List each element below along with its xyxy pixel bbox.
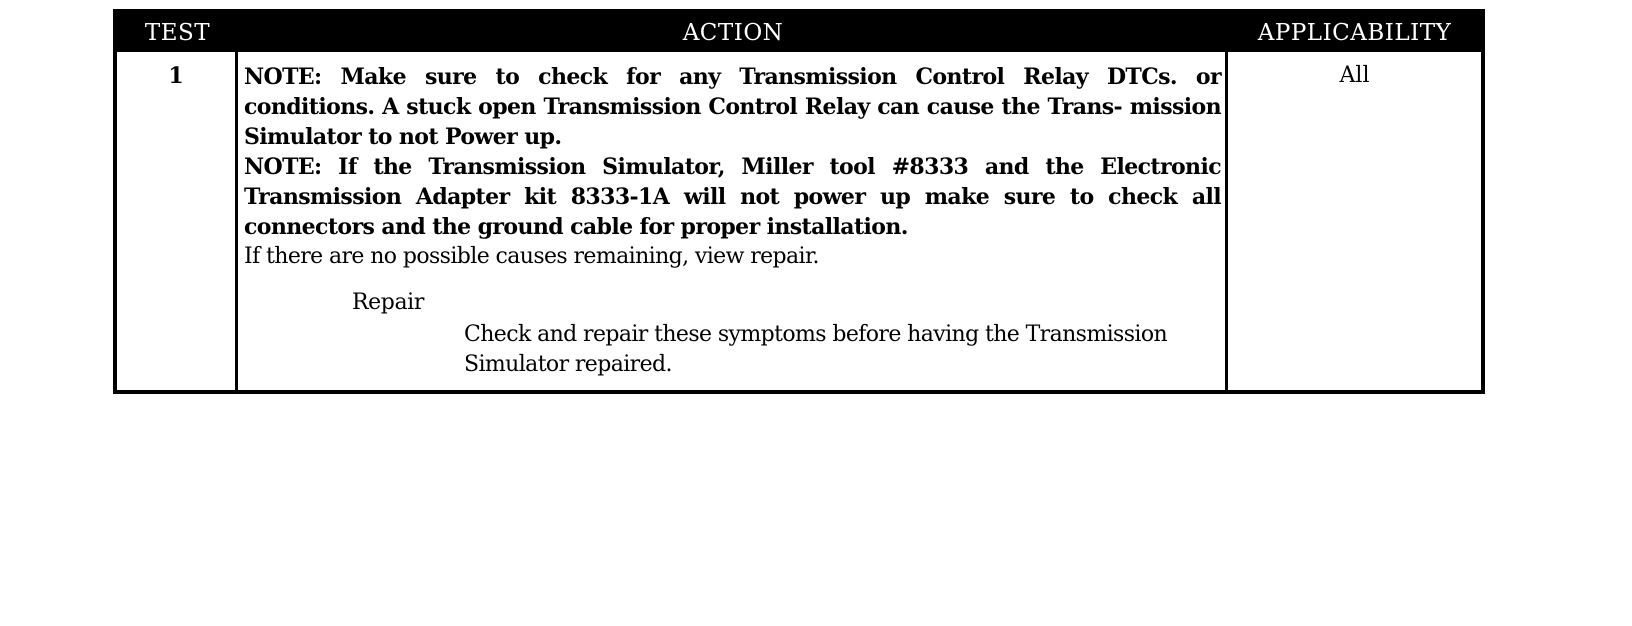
applicability-value: All [1339, 63, 1370, 88]
repair-label: Repair [352, 290, 424, 315]
header-test: TEST [144, 19, 211, 46]
test-number: 1 [117, 52, 238, 390]
note-relay-dtc: NOTE: Make sure to check for any Transmission Control Relay DTCs. or conditions. A stuck open Transmission Control Relay can cause the Trans- mission Simulator to not Power up. [244, 64, 1221, 150]
repair-text: Check and repair these symptoms before having the Transmission Simulator repaired. [464, 322, 1168, 377]
header-action: ACTION [682, 19, 784, 46]
diagnostic-table [113, 9, 1485, 394]
note-simulator-power: NOTE: If the Transmission Simulator, Miller tool #8333 and the Electronic Transmission Adapter kit 8333-1A will not power up make sure to check all connectors and the ground cable for proper installation. [244, 154, 1221, 240]
header-applicability: APPLICABILITY [1257, 19, 1452, 46]
instruction-text: If there are no possible causes remaining, view repair. [244, 244, 819, 269]
table-header-row [117, 13, 1481, 52]
table-row [117, 52, 1481, 390]
action-cell [238, 52, 1228, 390]
